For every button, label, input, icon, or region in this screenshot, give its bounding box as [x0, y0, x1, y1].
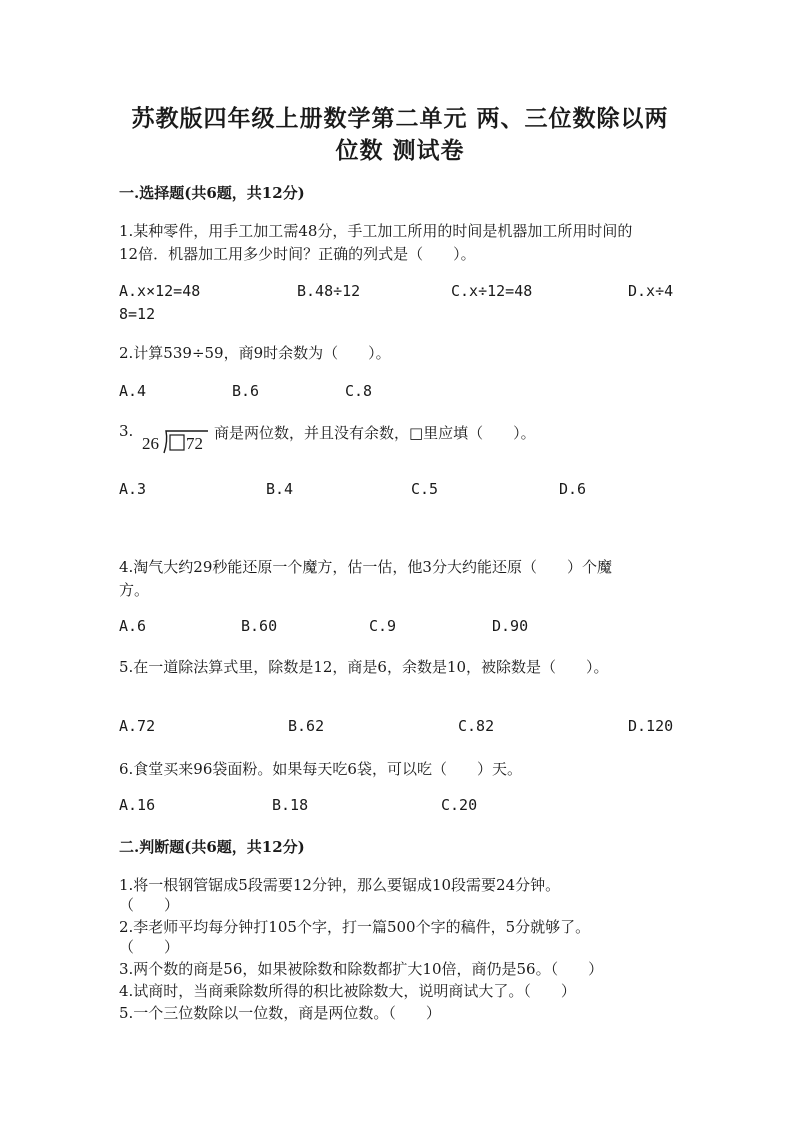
q2-option-b[interactable]: B.6: [232, 382, 260, 400]
q3-option-d[interactable]: D.6: [559, 480, 587, 498]
question-2: 2.计算539÷59，商9时余数为（ ）。: [119, 344, 391, 362]
question-1-line-2: 12倍．机器加工用多少时间？正确的列式是（ ）。: [119, 245, 476, 263]
page-title-line-2: 位数 测试卷: [335, 137, 465, 164]
judge-item-4: 4.试商时，当商乘除数所得的积比被除数大，说明商试大了。（ ）: [119, 982, 576, 1000]
figure-dividend: 72: [186, 434, 203, 453]
judge-item-5: 5.一个三位数除以一位数，商是两位数。（ ）: [119, 1004, 441, 1022]
judge-item-2: 2.李老师平均每分钟打105个字，打一篇500个字的稿件，5分就够了。: [119, 918, 591, 936]
q6-option-a[interactable]: A.16: [119, 796, 156, 814]
judge-item-3: 3.两个数的商是56，如果被除数和除数都扩大10倍，商仍是56。（ ）: [119, 960, 604, 978]
q6-option-b[interactable]: B.18: [272, 796, 309, 814]
judge-item-1: 1.将一根钢管锯成5段需要12分钟，那么要锯成10段需要24分钟。: [119, 876, 561, 894]
q1-option-b[interactable]: B.48÷12: [297, 282, 361, 300]
section-heading-choice: 一.选择题(共6题，共12分): [119, 184, 305, 202]
q1-option-d-wrap: 8=12: [119, 305, 156, 323]
q5-option-b[interactable]: B.62: [288, 717, 325, 735]
q4-option-c[interactable]: C.9: [369, 617, 397, 635]
question-4-line-1: 4.淘气大约29秒能还原一个魔方，估一估，他3分大约能还原（ ）个魔: [119, 558, 612, 576]
figure-divisor: 26: [142, 434, 159, 453]
question-4-line-2: 方。: [119, 581, 150, 599]
question-5: 5.在一道除法算式里，除数是12，商是6，余数是10，被除数是（ ）。: [119, 658, 609, 676]
q3-option-a[interactable]: A.3: [119, 480, 147, 498]
q1-option-a[interactable]: A.x×12=48: [119, 282, 201, 300]
figure-box: [170, 435, 184, 450]
q2-option-a[interactable]: A.4: [119, 382, 147, 400]
q5-option-a[interactable]: A.72: [119, 717, 156, 735]
q4-option-b[interactable]: B.60: [241, 617, 278, 635]
q1-option-d[interactable]: D.x÷4: [628, 282, 674, 300]
q3-option-c[interactable]: C.5: [411, 480, 439, 498]
judge-item-1-answer[interactable]: （ ）: [119, 896, 180, 914]
q5-option-d[interactable]: D.120: [628, 717, 674, 735]
question-3-text: 商是两位数，并且没有余数，□里应填（ ）。: [214, 424, 536, 442]
question-3-number: 3.: [119, 422, 134, 440]
q2-option-c[interactable]: C.8: [345, 382, 373, 400]
q1-option-c[interactable]: C.x÷12=48: [451, 282, 533, 300]
question-1-line-1: 1.某种零件，用手工加工需48分，手工加工所用的时间是机器加工所用时间的: [119, 222, 633, 240]
q6-option-c[interactable]: C.20: [441, 796, 478, 814]
judge-item-2-answer[interactable]: （ ）: [119, 938, 180, 956]
q4-option-a[interactable]: A.6: [119, 617, 147, 635]
long-division-figure: [140, 427, 210, 455]
q4-option-d[interactable]: D.90: [492, 617, 529, 635]
section-heading-judge: 二.判断题(共6题，共12分): [119, 838, 305, 856]
q5-option-c[interactable]: C.82: [458, 717, 495, 735]
q3-option-b[interactable]: B.4: [266, 480, 294, 498]
page-title-line-1: 苏教版四年级上册数学第二单元 两、三位数除以两: [131, 105, 669, 132]
question-6: 6.食堂买来96袋面粉。如果每天吃6袋，可以吃（ ）天。: [119, 760, 522, 778]
